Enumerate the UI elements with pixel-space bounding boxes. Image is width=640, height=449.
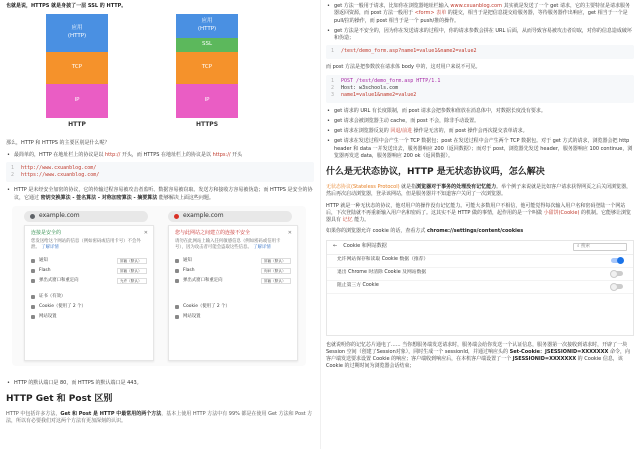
question-text: 那么，HTTP 和 HTTPS 的主要区别是什么呢？ (6, 140, 110, 147)
permission-row: Flash 屏蔽（默认） (31, 266, 147, 276)
https-stack-label: HTTPS (195, 121, 219, 129)
settings-search-input[interactable]: ⌕ 搜索 (573, 243, 627, 251)
site-info-popup: ✕ 您与此网站之间建立的连接不安全 请勿在此网站上输入任何敏感信息（例如密码或信用卡号），因为攻击者可能会盗取这些信息。 了解详情 通知 屏蔽（默认） Flash 询问（默认） 弹出式窗口和重定向 屏蔽（默认） Cookie（使用了 2 个） 网站设置 (168, 225, 298, 361)
https-ssl-layer: SSL (176, 38, 238, 52)
cookie-row[interactable]: Cookie（使用了 2 个） (175, 302, 291, 312)
list-item: • get 方法是不安全的，因为你在发送请求的过程中，你的请求参数会拼在 URL 后面，从而导致容易被攻击者窃取，对你的信息造成破坏和伪造； (326, 28, 634, 43)
paragraph: 也就说明你的记忆芯片通电了...... 当你想服务端发送请求时，服务端会给你发送一个认证信息，服务器第一次接收到请求时，开辟了一块 Session 空间（创建了Session对象），同时生成一个 sessionId，并通过响应头的 Set-Cookie：JSESSIONID=XXXXXXX 命令，向客户端发送要求设置 Cookie 的响应；客户端收到响应后，在本机客户端设置了一个 JSESSIONID=XXXXXXX 的 Cookie 信息，该 Cookie 的过期时间为浏览器会话结束； (326, 341, 630, 370)
close-icon[interactable]: ✕ (143, 229, 148, 236)
paragraph: 如果你的浏览器允许 cookie 的话，查看方式 chrome://settings/content/cookies (326, 228, 524, 235)
puzzle-icon (175, 269, 179, 273)
http-stack (46, 14, 108, 130)
permission-row: 通知 屏蔽（默认） (175, 256, 291, 266)
list-item: • HTTP 是未经安全加密的协议，它的传输过程容易被攻击者监听、数据容易被窃取、发送方和接收方容易被伪造；而 HTTPS 是安全的协议，它通过 密钥交换算法 - 签名算法 - 对称加密算法 - 摘要算法 能够解决上面这些问题。 (6, 187, 314, 202)
back-arrow-icon[interactable]: ← (333, 243, 338, 250)
secure-browser-mock (12, 206, 162, 366)
clear-on-exit-toggle[interactable] (611, 271, 623, 276)
list-item: • get 请求在浏览器反复的 回退/前进 操作是无害的，而 post 操作会再次提交表单请求。 (326, 128, 634, 135)
list-item: • get 方法一般用于请求，比如你在浏览器地址栏输入 www.cxuanblog.com 其实就是发送了一个 get 请求，它的主要特征是请求服务器返回资源，而 post 方法一般用于 <form> 表单 的提交，相当于是把信息提交给服务器，等待服务器作出响应，get 相当于一个是 pull/拉的操作，而 post 相当于是一个 push/推的操作。 (326, 3, 634, 25)
bell-icon (175, 259, 179, 263)
right-column (322, 0, 640, 449)
left-column (0, 0, 318, 449)
address-bar[interactable]: example.com (168, 211, 292, 222)
permission-select[interactable]: 询问（默认） (261, 268, 291, 274)
settings-header (327, 241, 633, 255)
list-item: • HTTP 的默认端口是 80，而 HTTPS 的默认端口是 443。 (6, 380, 314, 387)
permission-row: 弹出式窗口和重定向 允许（默认） (31, 276, 147, 286)
permission-row: Flash 询问（默认） (175, 266, 291, 276)
cookie-icon (175, 305, 179, 309)
popup-icon (175, 279, 179, 283)
certificate-row[interactable]: 证书（有效） (31, 292, 147, 302)
lock-icon (30, 214, 35, 219)
https-app-layer: 应用 (HTTP) (176, 14, 238, 38)
address-bar[interactable]: example.com (24, 211, 148, 222)
paragraph: HTTP 就是一种无状态的协议，他对用户的操作没有记忆能力。可能大多数用户不相信，他可能觉得每次输入用户名和密码登陆一个网站后，下次登陆就不再重新输入用户名和密码了。这其实不是 HTTP 做的事情，起作用的是一个叫做 小甜饼(Cookie) 的机制。它能够让浏览器具有 记忆 能力。 (326, 202, 632, 224)
settings-row: 允许网站保存和读取 Cookie 数据（推荐） (327, 255, 633, 268)
settings-row: 退出 Chrome 时清除 Cookie 及网站数据 (327, 268, 633, 281)
paragraph: HTTP 中包括许多方法，Get 和 Post 是 HTTP 中最常用的两个方法，基本上使用 HTTP 方法中有 99% 都是在使用 Get 方法和 Post 方法，所以有必要我们对这两个方法有更加深刻的认识。 (6, 411, 313, 425)
gear-icon (31, 315, 35, 319)
code-block-get: 1 /test/demo_form.asp?name1=value1&name2=value2 (326, 45, 634, 58)
http-stack-label: HTTP (68, 121, 86, 129)
gear-icon (175, 315, 179, 319)
warning-icon (174, 214, 179, 219)
chrome-cookie-settings (326, 240, 634, 336)
http-ip-layer: IP (46, 84, 108, 118)
code-block-urls: 1 http://www.cxuanblog.com/ 2 https://www.cxuanblog.com/ (6, 162, 314, 183)
permission-select[interactable]: 允许（默认） (117, 278, 147, 284)
cookie-row[interactable]: Cookie（使用了 2 个） (31, 302, 147, 312)
site-info-popup: ✕ 连接是安全的 您发送给这个网站的信息（例如密码或信用卡号）不会外泄。 了解详情 通知 屏蔽（默认） Flash 屏蔽（默认） 弹出式窗口和重定向 允许（默认） 证书（有效） Cookie（使用了 2 个） 网站设置 (24, 225, 154, 361)
site-settings-row[interactable]: 网站设置 (175, 312, 291, 322)
list-item: • get 请求的 URL 有长度限制，而 post 请求会把参数和值放在消息体中，对数据长度没有要求。 (326, 108, 634, 115)
https-ip-layer: IP (176, 84, 238, 118)
certificate-icon (31, 295, 35, 299)
protocol-stack-diagram (6, 14, 314, 134)
section-heading-get-post: HTTP Get 和 Post 区别 (6, 394, 113, 404)
http-tcp-layer: TCP (46, 52, 108, 84)
list-item: • 最简单的，HTTP 在地址栏上的协议是以 http:// 开头，而 HTTPS 在地址栏上的协议是以 https:// 开头 (6, 152, 314, 159)
puzzle-icon (31, 269, 35, 273)
permission-row: 通知 屏蔽（默认） (31, 256, 147, 266)
section-heading-stateless: 什么是无状态协议，HTTP 是无状态协议吗，怎么解决 (326, 167, 545, 177)
https-stack (176, 14, 238, 130)
paragraph: 无状态协议(Stateless Protocol) 就是指浏览器对于事务的处理没有记忆能力。举个例子来说就是比如客户请求获得网页之后关闭浏览器，然后再次启动浏览器，登录该网站，但是服务器并不知道客户关闭了一次浏览器。 (326, 184, 632, 198)
close-icon[interactable]: ✕ (287, 229, 292, 236)
bell-icon (31, 259, 35, 263)
permission-select[interactable]: 屏蔽（默认） (117, 268, 147, 274)
block-third-party-toggle[interactable] (611, 284, 623, 289)
insecure-browser-mock (156, 206, 306, 366)
list-item: • get 请求会被浏览器主动 cache，而 post 不会，除非手动设置。 (326, 118, 634, 125)
permission-select[interactable]: 屏蔽（默认） (117, 258, 147, 264)
code-block-post: 1 POST /test/demo_form.asp HTTP/1.1 2 Host: w3schools.com 3 name1=value1&name2=value2 (326, 75, 634, 103)
allow-cookies-toggle[interactable] (611, 258, 623, 263)
intro-text: 也就是说，HTTPS 就是身披了一层 SSL 的 HTTP。 (6, 3, 127, 9)
paragraph: 而 post 方法是把参数放在请求体 body 中的，这对用户来说不可见。 (326, 63, 481, 70)
settings-row: 阻止第三方 Cookie (327, 281, 633, 294)
column-divider (320, 0, 321, 449)
settings-title: Cookie 和网站数据 (343, 243, 387, 250)
list-item: • get 请求在发送过程中会产生一个 TCP 数据包；post 在发送过程中会产生两个 TCP 数据包。对于 get 方式的请求，浏览器会把 http header 和 data 一并发送出去，服务器响应 200（返回数据）；而对于 post，浏览器先发送 header，服务器响应 100 continue，浏览器再发送 data，服务器响应 200 ok（返回数据）。 (326, 138, 634, 160)
popup-icon (31, 279, 35, 283)
permission-row: 弹出式窗口和重定向 屏蔽（默认） (175, 276, 291, 286)
https-tcp-layer: TCP (176, 52, 238, 84)
site-settings-row[interactable]: 网站设置 (31, 312, 147, 322)
browser-security-comparison (6, 206, 314, 374)
cookie-icon (31, 305, 35, 309)
http-app-layer: 应用 (HTTP) (46, 14, 108, 52)
permission-select[interactable]: 屏蔽（默认） (261, 258, 291, 264)
permission-select[interactable]: 屏蔽（默认） (261, 278, 291, 284)
